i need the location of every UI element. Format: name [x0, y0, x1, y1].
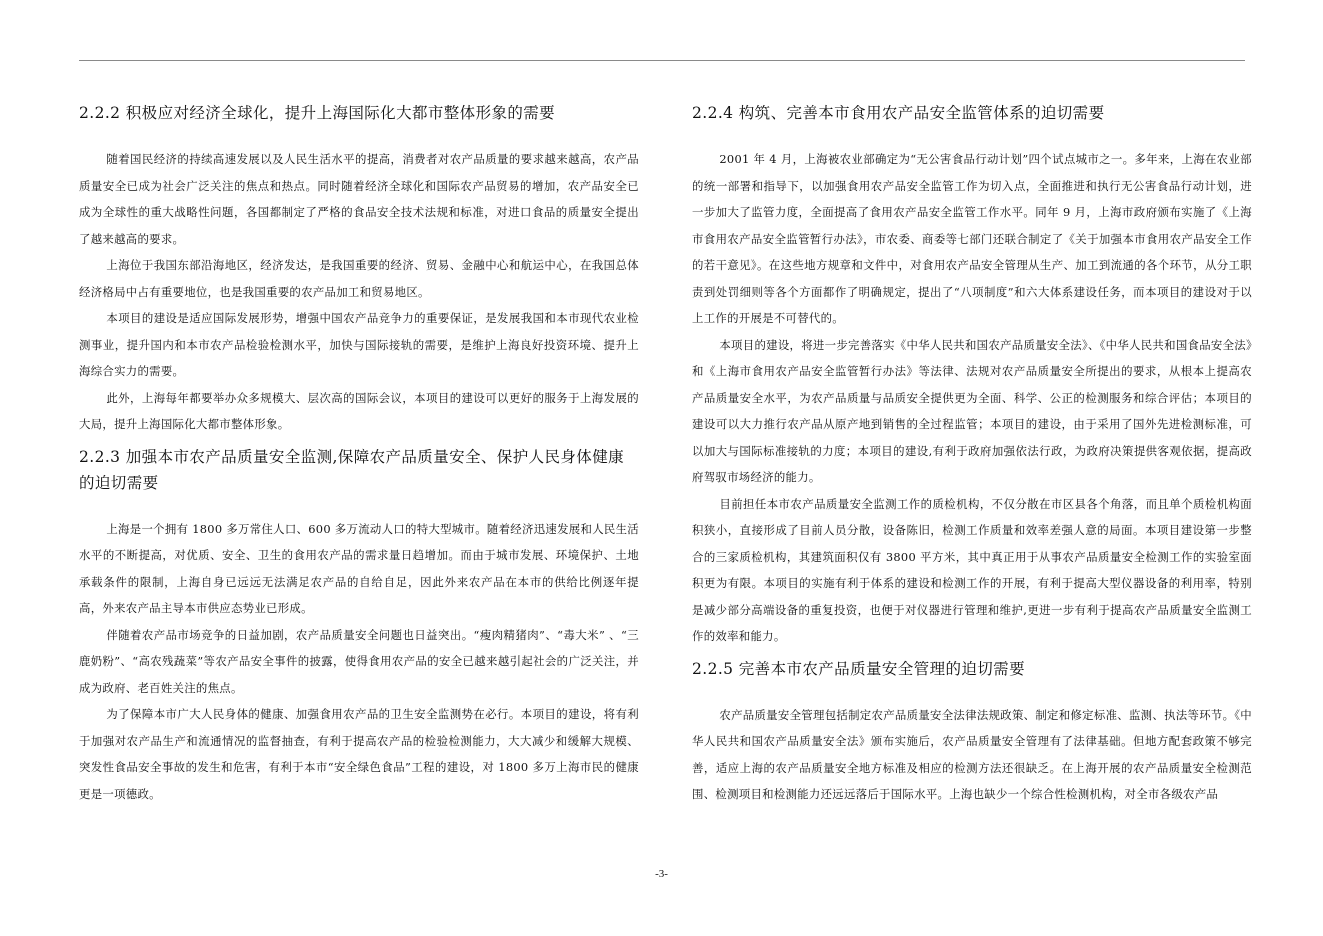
paragraph: 农产品质量安全管理包括制定农产品质量安全法律法规政策、制定和修定标准、监测、执法等环节。《中华人民共和国农产品质量安全法》颁布实施后，农产品质量安全管理有了法律基础。但地方配套政策不够完善，适应上海的农产品质量安全地方标准及相应的检测方法还很缺乏。在上海开展的农产品质量安全检测范围、检测项目和检测能力还远远落后于国际水平。上海也缺少一个综合性检测机构，对全市各级农产品: [692, 707, 1252, 801]
paragraph: 本项目的建设，将进一步完善落实《中华人民共和国农产品质量安全法》、《中华人民共和国食品安全法》和《上海市食用农产品安全监管暂行办法》等法律、法规对农产品质量安全所提出的要求，从根本上提高农产品质量安全水平，为农产品质量与品质安全提供更为全面、科学、公正的检测服务和综合评估；本项目的建设可以大力推行农产品从原产地到销售的全过程监管；本项目的建设，由于采用了国外先进检测标准，可以加大与国际标准接轨的力度；本项目的建设,有利于政府加强依法行政，为政府决策提供客观依据，提高政府驾驭市场经济的能力。: [692, 337, 1252, 484]
page-number: -3-: [655, 868, 668, 880]
right-column: [692, 100, 1252, 808]
paragraph: 伴随着农产品市场竞争的日益加剧，农产品质量安全问题也日益突出。“瘦肉精猪肉”、“毒大米” 、“三鹿奶粉”、“高农残蔬菜”等农产品安全事件的披露，使得食用农产品的安全已越来越引起社会的广泛关注，并成为政府、老百姓关注的焦点。: [79, 627, 639, 695]
section-2-2-2-heading: 2.2.2 积极应对经济全球化，提升上海国际化大都市整体形象的需要: [79, 104, 556, 122]
left-column: [79, 100, 639, 807]
header-rule: [79, 60, 1245, 61]
section-2-2-3-heading: 2.2.3 加强本市农产品质量安全监测,保障农产品质量安全、保护人民身体健康的迫切需要: [79, 447, 624, 492]
paragraph: 上海是一个拥有 1800 多万常住人口、600 多万流动人口的特大型城市。随着经济迅速发展和人民生活水平的不断提高，对优质、安全、卫生的食用农产品的需求量日趋增加。而由于城市发展、环境保护、土地承载条件的限制，上海自身已远远无法满足农产品的自给自足，因此外来农产品在本市的供给比例逐年提高，外来农产品主导本市供应态势业已形成。: [79, 521, 639, 615]
paragraph: 本项目的建设是适应国际发展形势，增强中国农产品竞争力的重要保证，是发展我国和本市现代农业检测事业，提升国内和本市农产品检验检测水平，加快与国际接轨的需要，是维护上海良好投资环境、提升上海综合实力的需要。: [79, 311, 639, 378]
paragraph: 目前担任本市农产品质量安全监测工作的质检机构，不仅分散在市区县各个角落，而且单个质检机构面积狭小，直接形成了目前人员分散，设备陈旧，检测工作质量和效率差强人意的局面。本项目建设第一步整合的三家质检机构，其建筑面积仅有 3800 平方米，其中真正用于从事农产品质量安全检测工作的实验室面积更为有限。本项目的实施有利于体系的建设和检测工作的开展，有利于提高大型仪器设备的利用率，特别是减少部分高端设备的重复投资，也便于对仪器进行管理和维护,更进一步有利于提高农产品质量安全监测工作的效率和能力。: [692, 496, 1252, 643]
paragraph: 随着国民经济的持续高速发展以及人民生活水平的提高，消费者对农产品质量的要求越来越高，农产品质量安全已成为社会广泛关注的焦点和热点。同时随着经济全球化和国际农产品贸易的增加，农产品安全已成为全球性的重大战略性问题，各国都制定了严格的食品安全技术法规和标准，对进口食品的质量安全提出了越来越高的要求。: [79, 152, 639, 246]
paragraph: 为了保障本市广大人民身体的健康、加强食用农产品的卫生安全监测势在必行。本项目的建设，将有利于加强对农产品生产和流通情况的监督抽查，有利于提高农产品的检验检测能力，大大减少和缓解大规模、突发性食品安全事故的发生和危害，有利于本市“安全绿色食品”工程的建设，对 1800 多万上海市民的健康更是一项德政。: [79, 707, 639, 801]
paragraph: 上海位于我国东部沿海地区，经济发达，是我国重要的经济、贸易、金融中心和航运中心，在我国总体经济格局中占有重要地位，也是我国重要的农产品加工和贸易地区。: [79, 258, 639, 299]
section-2-2-5-heading: 2.2.5 完善本市农产品质量安全管理的迫切需要: [692, 659, 1025, 678]
paragraph: 此外，上海每年都要举办众多规模大、层次高的国际会议，本项目的建设可以更好的服务于上海发展的大局，提升上海国际化大都市整体形象。: [79, 390, 639, 431]
paragraph: 2001 年 4 月，上海被农业部确定为“无公害食品行动计划”四个试点城市之一。多年来，上海在农业部的统一部署和指导下，以加强食用农产品安全监管工作为切入点，全面推进和执行无公害食品行动计划，进一步加大了监管力度，全面提高了食用农产品安全监管工作水平。同年 9 月，上海市政府颁布实施了《上海市食用农产品安全监管暂行办法》，市农委、商委等七部门还联合制定了《关于加强本市食用农产品安全工作的若干意见》。在这些地方规章和文件中，对食用农产品安全管理从生产、加工到流通的各个环节，从分工职责到处罚细则等各个方面都作了明确规定，提出了“八项制度”和六大体系建设任务，而本项目的建设对于以上工作的开展是不可替代的。: [692, 152, 1252, 325]
section-2-2-4-heading: 2.2.4 构筑、完善本市食用农产品安全监管体系的迫切需要: [692, 104, 1105, 122]
